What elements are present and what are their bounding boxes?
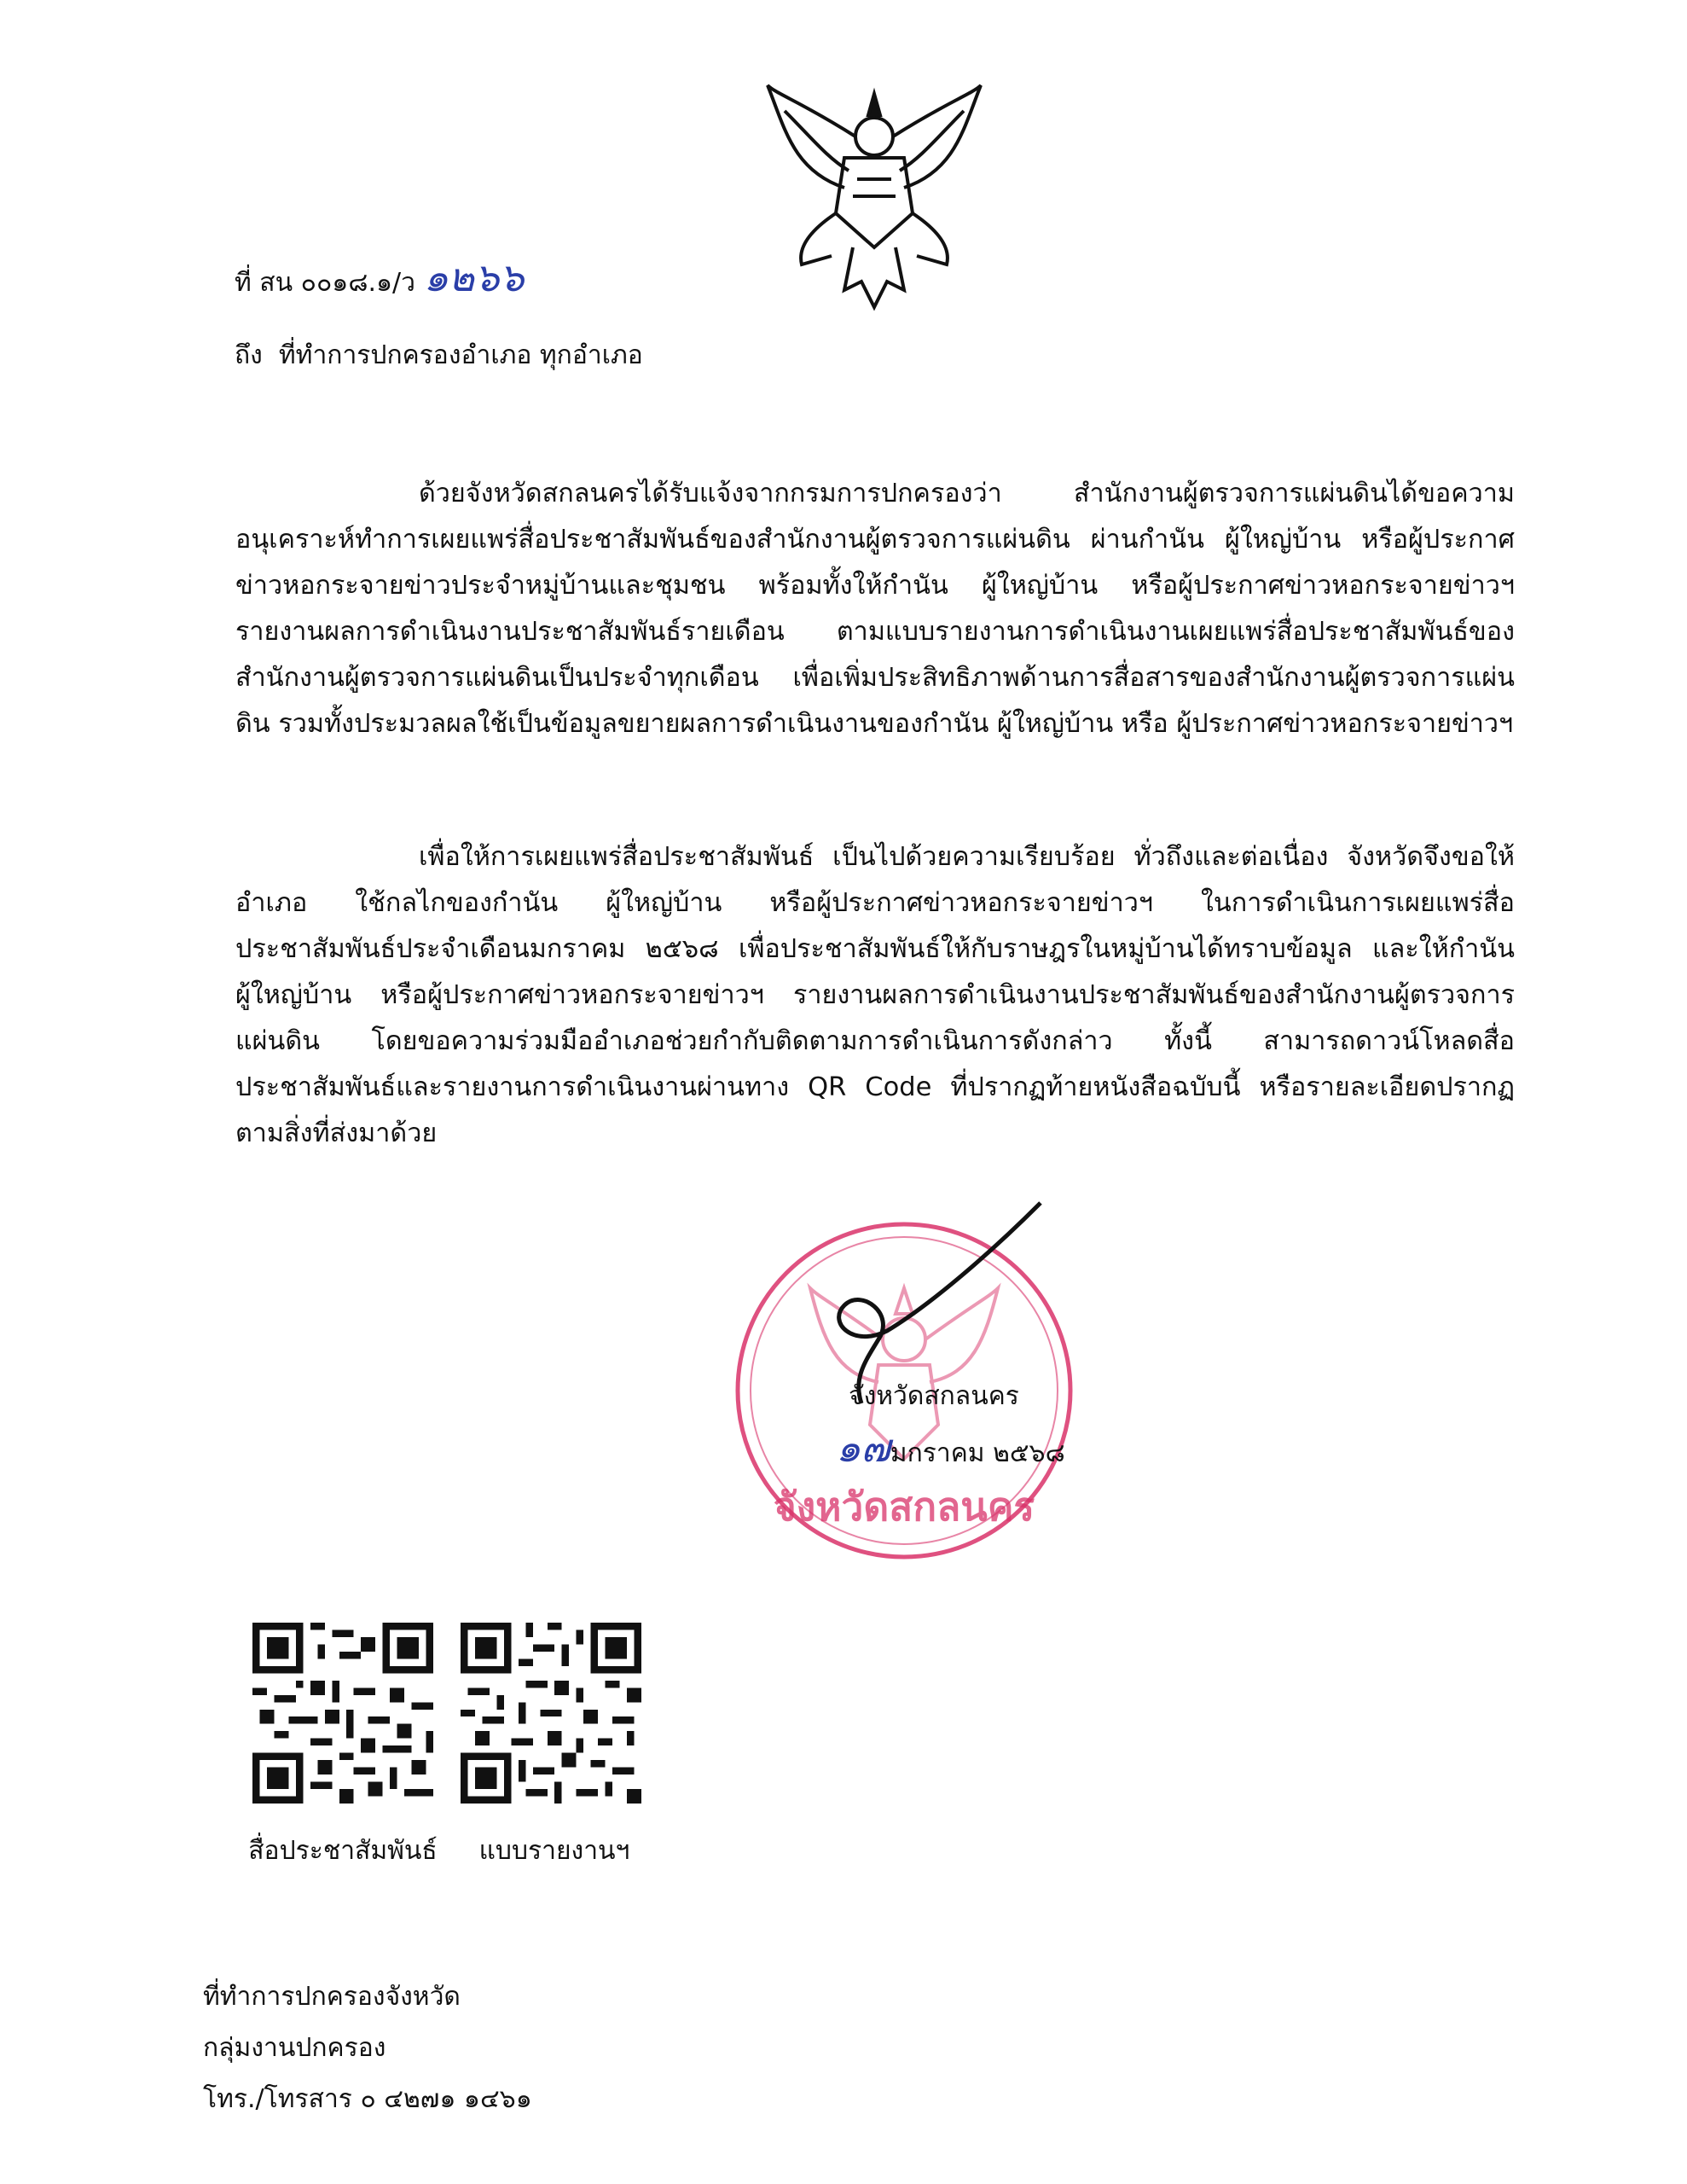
date-day-handwritten: ๑๗ xyxy=(836,1425,890,1471)
footer-phone: โทร./โทรสาร ๐ ๔๒๗๑ ๑๔๖๑ xyxy=(203,2084,532,2114)
reference-handwritten-number: ๑๒๖๖ xyxy=(423,254,525,300)
reference-prefix: ที่ สน ๐๐๑๘.๑/ว xyxy=(235,268,416,298)
letter-date xyxy=(836,1426,1065,1475)
footer-division: กลุ่มงานปกครอง xyxy=(203,2033,386,2063)
body-paragraph-2: เพื่อให้การเผยแพร่สื่อประชาสัมพันธ์ เป็นไปด้วยความเรียบร้อย ทั่วถึงและต่อเนื่อง จังหวัดจึงขอให้อำเภอ ใช้กลไกของกำนัน ผู้ใหญ่บ้าน หรือผู้ประกาศข่าวหอกระจายข่าวฯ ในการดำเนินการเผยแพร่สื่อประชาสัมพันธ์ประจำเดือนมกราคม ๒๕๖๘ เพื่อประชาสัมพันธ์ให้กับราษฎรในหมู่บ้านได้ทราบข้อมูล และให้กำนัน ผู้ใหญ่บ้าน หรือผู้ประกาศข่าวหอกระจายข่าวฯ รายงานผลการดำเนินงานประชาสัมพันธ์ของสำนักงานผู้ตรวจการแผ่นดิน โดยขอความร่วมมืออำเภอช่วยกำกับติดตามการดำเนินการดังกล่าว ทั้งนี้ สามารถดาวน์โหลดสื่อประชาสัมพันธ์และรายงานการดำเนินงานผ่านทาง QR Code ที่ปรากฏท้ายหนังสือฉบับนี้ หรือรายละเอียดปรากฏตามสิ่งที่ส่งมาด้วย xyxy=(235,842,1515,1148)
reference-line xyxy=(235,256,524,305)
recipient-name: ที่ทำการปกครองอำเภอ ทุกอำเภอ xyxy=(278,340,643,370)
recipient-line xyxy=(235,334,643,377)
garuda-emblem xyxy=(751,77,998,324)
sender-name: จังหวัดสกลนคร xyxy=(849,1381,1019,1411)
date-month-year: มกราคม ๒๕๖๘ xyxy=(890,1438,1065,1468)
stamp-text: จังหวัดสกลนคร xyxy=(773,1484,1035,1530)
qr-caption-report: แบบรายงานฯ xyxy=(478,1836,630,1866)
qr-caption-media: สื่อประชาสัมพันธ์ xyxy=(248,1836,438,1866)
body-paragraph-1: ด้วยจังหวัดสกลนครได้รับแจ้งจากกรมการปกครองว่า สำนักงานผู้ตรวจการแผ่นดินได้ขอความอนุเคราะห์ทำการเผยแพร่สื่อประชาสัมพันธ์ของสำนักงานผู้ตรวจการแผ่นดิน ผ่านกำนัน ผู้ใหญ่บ้าน หรือผู้ประกาศข่าวหอกระจายข่าวประจำหมู่บ้านและชุมชน พร้อมทั้งให้กำนัน ผู้ใหญ่บ้าน หรือผู้ประกาศข่าวหอกระจายข่าวฯ รายงานผลการดำเนินงานประชาสัมพันธ์รายเดือน ตามแบบรายงานการดำเนินงานเผยแพร่สื่อประชาสัมพันธ์ของสำนักงานผู้ตรวจการแผ่นดินเป็นประจำทุกเดือน เพื่อเพิ่มประสิทธิภาพด้านการสื่อสารของสำนักงานผู้ตรวจการแผ่นดิน รวมทั้งประมวลผลใช้เป็นข้อมูลขยายผลการดำเนินงานของกำนัน ผู้ใหญ่บ้าน หรือ ผู้ประกาศข่าวหอกระจายข่าวฯ xyxy=(235,479,1515,739)
qr-code-report[interactable] xyxy=(461,1623,641,1804)
footer-office: ที่ทำการปกครองจังหวัด xyxy=(203,1982,461,2012)
recipient-label: ถึง xyxy=(235,340,263,370)
qr-code-media[interactable] xyxy=(252,1623,433,1804)
